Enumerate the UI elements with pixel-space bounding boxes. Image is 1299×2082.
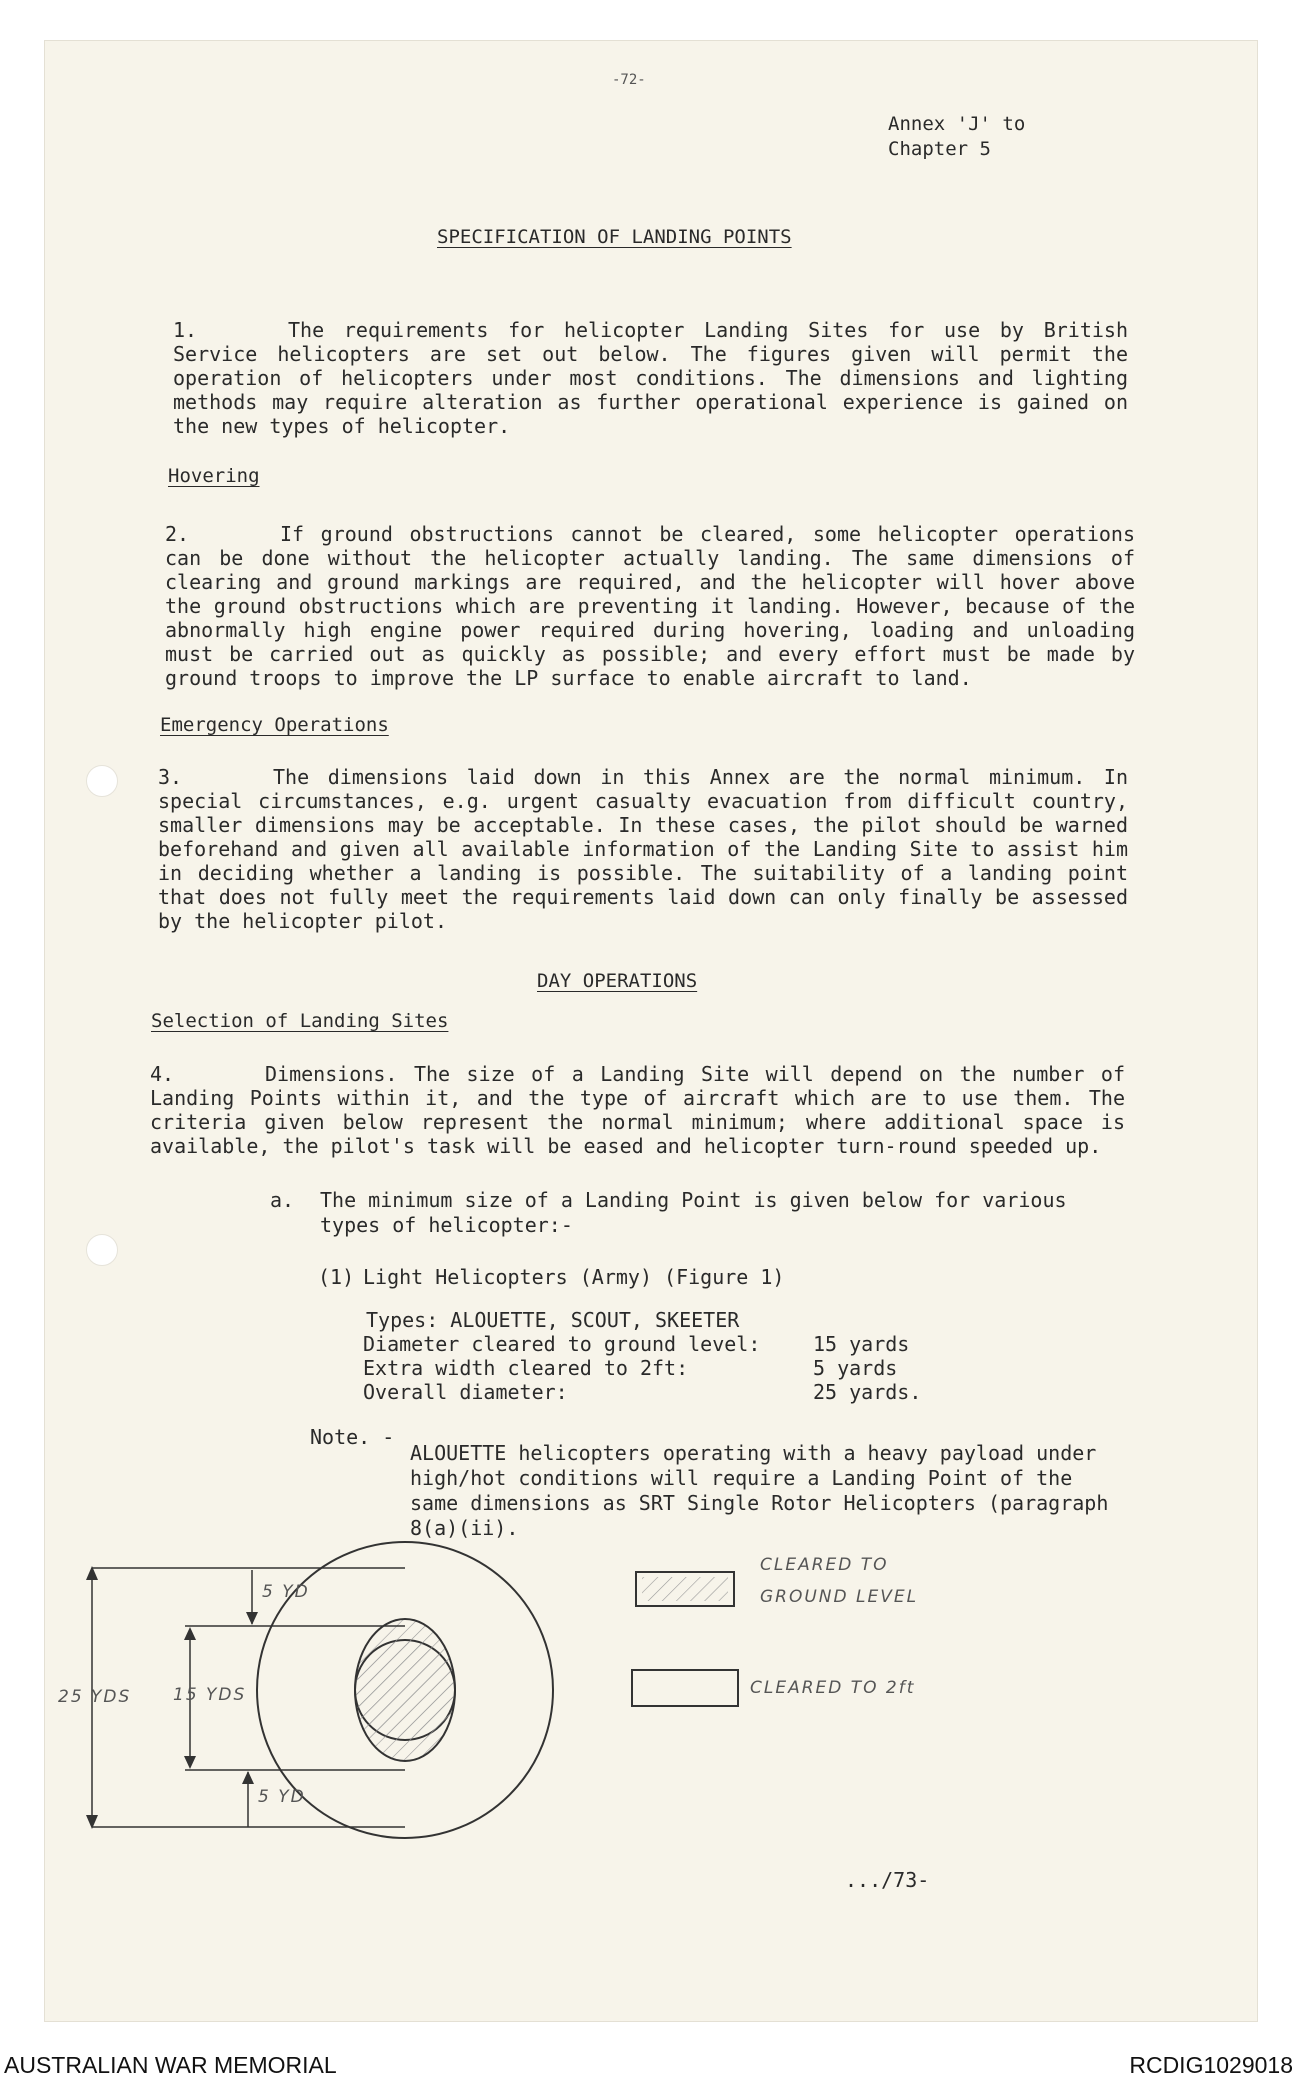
document-title: SPECIFICATION OF LANDING POINTS	[437, 226, 792, 248]
continuation-mark: .../73-	[845, 1868, 930, 1892]
helicopter-types: Types: ALOUETTE, SCOUT, SKEETER	[366, 1308, 740, 1332]
dimension-label: 5 YD	[258, 1787, 306, 1807]
emergency-operations-heading: Emergency Operations	[160, 714, 389, 736]
selection-heading: Selection of Landing Sites	[151, 1010, 449, 1032]
paragraph-text: The dimensions laid down in this Annex are the normal minimum. In special circumstances, e.g. urgent casualty evacuation from difficult country, smaller dimensions may be acceptable. In these cases, the pilot should be warned beforehand and given all available information of the Landing Site to assist him in deciding whether a landing is possible. The suitability of a landing point that does not fully meet the requirements laid down can only finally be assessed by the helicopter pilot.	[158, 765, 1128, 933]
spec-value: 5 yards	[813, 1356, 898, 1380]
annex-line: Annex 'J' to	[888, 113, 1026, 135]
spec-label: Extra width cleared to 2ft:	[363, 1356, 689, 1380]
dimension-label: 15 YDS	[173, 1685, 247, 1705]
item-1-label: (1)	[318, 1265, 355, 1289]
note-text: ALOUETTE helicopters operating with a heavy payload under high/hot conditions will require a Landing Point of the same dimensions as SRT Single Rotor Helicopters (paragraph 8(a)(ii).	[410, 1441, 1109, 1540]
paragraph-number: 3.	[158, 765, 183, 789]
paragraph-number: 4.	[150, 1062, 175, 1086]
record-id: RCDIG1029018	[1129, 2052, 1293, 2078]
paragraph-lead: Dimensions.	[265, 1062, 398, 1086]
page-number-mark: -72-	[612, 72, 646, 88]
chapter-line: Chapter 5	[888, 138, 991, 160]
day-operations-heading: DAY OPERATIONS	[537, 970, 698, 992]
spec-value: 25 yards.	[813, 1380, 922, 1404]
paragraph-text: The size of a Landing Site will depend on the number of Landing Points within it, and the type of aircraft which are to use them. The criteria given below represent the normal minimum; where additional space is available, the pilot's task will be eased and helicopter turn-round speeded up.	[150, 1062, 1125, 1158]
archive-name: AUSTRALIAN WAR MEMORIAL	[4, 2052, 337, 2078]
note-label: Note. -	[310, 1425, 395, 1449]
paragraph-number: 1.	[173, 318, 198, 342]
item-a-text: The minimum size of a Landing Point is given below for various types of helicopter:-	[320, 1188, 1067, 1237]
paragraph-text: If ground obstructions cannot be cleared, some helicopter operations can be done without the helicopter actually landing. The same dimensions of clearing and ground markings are required, and the helicopter will hover above the ground obstructions which are preventing it landing. However, because of the abnormally high engine power required during hovering, loading and unloading must be carried out as quickly as possible; and every effort must be made by ground troops to improve the LP surface to enable aircraft to land.	[165, 522, 1135, 690]
dimension-label: 25 YDS	[58, 1687, 132, 1707]
paragraph-text: The requirements for helicopter Landing Sites for use by British Service helicopters are set out below. The figures given will permit the operation of helicopters under most conditions. The dimensions and lighting methods may require alteration as further operational experience is gained on the new types of helicopter.	[173, 318, 1128, 438]
hovering-heading: Hovering	[168, 465, 260, 487]
item-a-label: a.	[270, 1188, 295, 1212]
legend-label: CLEARED TO 2ft	[750, 1678, 916, 1698]
item-1-text: Light Helicopters (Army) (Figure 1)	[363, 1265, 785, 1289]
dimension-label: 5 YD	[262, 1582, 310, 1602]
legend-swatch-open	[632, 1670, 738, 1706]
legend-label: CLEARED TO	[760, 1555, 889, 1575]
spec-value: 15 yards	[813, 1332, 910, 1356]
paragraph-number: 2.	[165, 522, 190, 546]
spec-label: Overall diameter:	[363, 1380, 568, 1404]
spec-label: Diameter cleared to ground level:	[363, 1332, 761, 1356]
legend-label: GROUND LEVEL	[760, 1587, 919, 1607]
